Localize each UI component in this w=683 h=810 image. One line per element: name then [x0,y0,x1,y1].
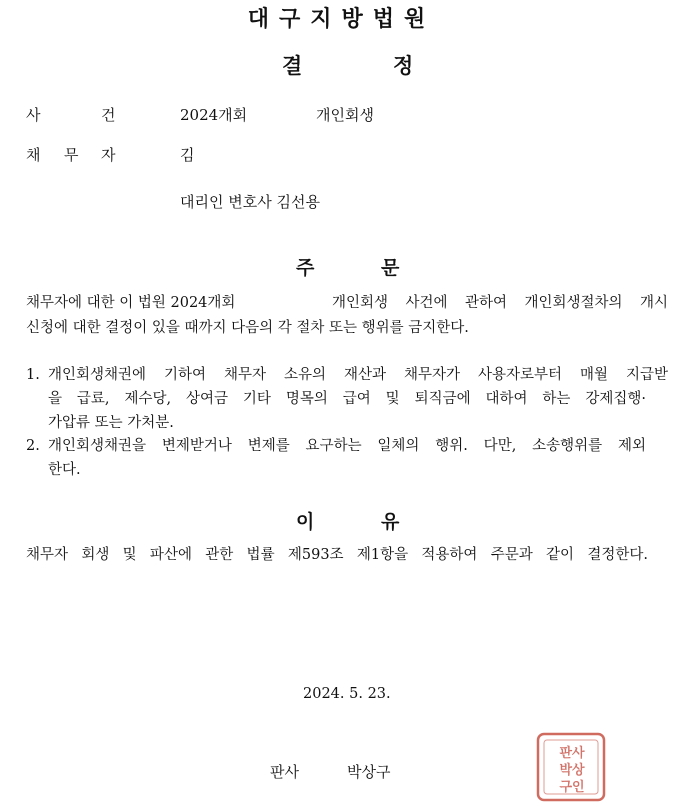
debtor-label-char-3: 자 [101,146,116,164]
case-label-char-1: 사 [26,106,41,124]
case-number: 2024개회 [180,106,248,124]
debtor-name: 김 [180,146,195,164]
reason-heading-char-2: 유 [381,511,400,533]
doc-title-second-char: 정 [393,54,414,78]
order-heading-char-1: 주 [296,257,315,279]
order-heading-char-2: 문 [381,257,400,279]
seal-text-line-3: 구인 [559,780,585,795]
debtor-label-char-2: 무 [64,146,79,164]
order-item-2-line1: 개인회생채권을 변제받거나 변제를 요구하는 일체의 행위. 다만, 소송행위를 제외 [48,438,646,454]
doc-title-first-char: 결 [282,54,303,78]
court-seal-stamp [535,731,609,805]
seal-text-line-2: 박상 [559,763,585,778]
court-name: 대구지방법원 [247,7,436,32]
order-item-1-line2: 을 급료, 제수당, 상여금 기타 명목의 급여 및 퇴직금에 대하여 하는 강제집행· [48,391,646,407]
order-intro-line2: 신청에 대한 결정이 있을 때까지 다음의 각 절차 또는 행위를 금지한다. [26,320,469,336]
order-intro-line1-a: 채무자에 대한 이 법원 2024개회 [26,295,236,311]
order-intro-line1-b: 개인회생 사건에 관하여 개인회생절차의 개시 [332,295,668,311]
order-item-1-line3: 가압류 또는 가처분. [48,415,174,431]
order-item-1-line1: 개인회생채권에 기하여 채무자 소유의 재산과 채무자가 사용자로부터 매월 지급받 [48,367,668,383]
reason-text: 채무자 회생 및 파산에 관한 법률 제593조 제1항을 적용하여 주문과 같이 결정한다. [26,547,648,563]
agent-lawyer: 대리인 변호사 김선용 [180,193,320,211]
order-item-2-line2: 한다. [48,462,81,478]
case-label-char-2: 건 [101,106,116,124]
reason-heading-char-1: 이 [296,511,315,533]
seal-text-line-1: 판사 [559,746,585,761]
judge-title: 판사 [270,763,299,781]
order-item-2-number: 2. [26,438,40,454]
order-item-1-number: 1. [26,367,40,383]
debtor-label-char-1: 채 [26,146,41,164]
judge-name: 박상구 [347,763,391,781]
case-name: 개인회생 [316,106,374,124]
decision-date: 2024. 5. 23. [303,686,391,702]
